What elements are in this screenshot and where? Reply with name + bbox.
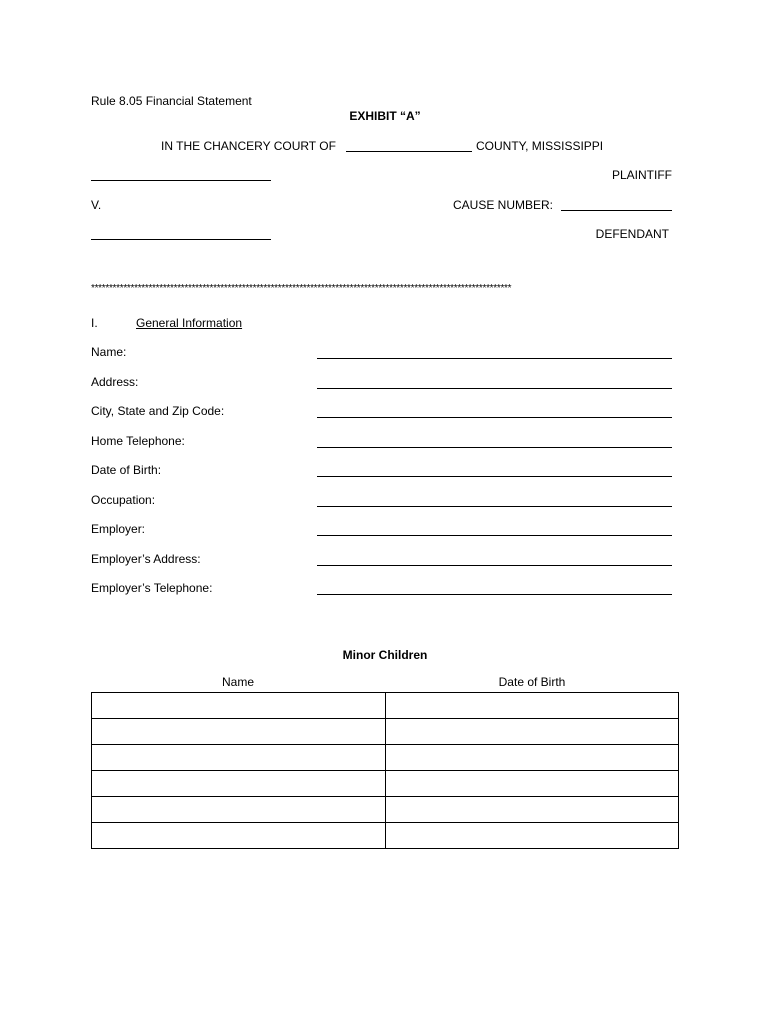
court-prefix: IN THE CHANCERY COURT OF <box>161 139 336 153</box>
child-name-cell[interactable] <box>92 823 386 849</box>
child-name-cell[interactable] <box>92 797 386 823</box>
table-row <box>92 745 679 771</box>
column-header-date-of-birth: Date of Birth <box>498 675 566 689</box>
court-suffix: COUNTY, MISSISSIPPI <box>476 139 604 153</box>
child-name-cell[interactable] <box>92 693 386 719</box>
field-label: Name: <box>91 345 127 359</box>
table-row <box>92 771 679 797</box>
defendant-label: DEFENDANT <box>595 227 669 241</box>
versus-label: V. <box>91 198 102 212</box>
table-row <box>92 797 679 823</box>
field-label: Occupation: <box>91 493 156 507</box>
section-title: General Information <box>136 316 243 330</box>
child-dob-cell[interactable] <box>385 719 679 745</box>
cause-number-blank[interactable] <box>561 210 672 211</box>
field-row-employer-telephone <box>91 581 672 597</box>
field-row-occupation <box>91 493 672 509</box>
rule-title: Rule 8.05 Financial Statement <box>91 94 252 108</box>
field-label: City, State and Zip Code: <box>91 404 225 418</box>
child-name-cell[interactable] <box>92 771 386 797</box>
exhibit-title: EXHIBIT “A” <box>349 109 421 123</box>
field-row-address <box>91 375 672 391</box>
employer-telephone-field[interactable] <box>317 594 672 595</box>
child-name-cell[interactable] <box>92 745 386 771</box>
field-label: Employer: <box>91 522 146 536</box>
table-row <box>92 823 679 849</box>
table-row <box>92 719 679 745</box>
defendant-name-blank[interactable] <box>91 239 271 240</box>
asterisk-separator: ********************************************************************************************************************* <box>91 283 512 294</box>
plaintiff-name-blank[interactable] <box>91 180 271 181</box>
employer-field[interactable] <box>317 535 672 536</box>
county-blank[interactable] <box>346 151 472 152</box>
plaintiff-label: PLAINTIFF <box>611 168 672 182</box>
field-row-date-of-birth <box>91 463 672 479</box>
child-dob-cell[interactable] <box>385 823 679 849</box>
column-header-name: Name <box>221 675 254 689</box>
field-label: Date of Birth: <box>91 463 162 477</box>
child-dob-cell[interactable] <box>385 771 679 797</box>
home-telephone-field[interactable] <box>317 447 672 448</box>
cause-number-label: CAUSE NUMBER: <box>453 198 554 212</box>
field-row-home-telephone <box>91 434 672 450</box>
field-label: Employer’s Address: <box>91 552 201 566</box>
field-row-city-state-zip <box>91 404 672 420</box>
field-row-employer-address <box>91 552 672 568</box>
field-row-employer <box>91 522 672 538</box>
minor-children-table <box>91 692 679 849</box>
child-dob-cell[interactable] <box>385 797 679 823</box>
field-label: Home Telephone: <box>91 434 185 448</box>
section-number: I. <box>91 316 98 330</box>
date-of-birth-field[interactable] <box>317 476 672 477</box>
field-label: Address: <box>91 375 139 389</box>
minor-children-title: Minor Children <box>342 648 428 662</box>
address-field[interactable] <box>317 388 672 389</box>
occupation-field[interactable] <box>317 506 672 507</box>
field-row-name <box>91 345 672 361</box>
city-state-zip-field[interactable] <box>317 417 672 418</box>
name-field[interactable] <box>317 358 672 359</box>
table-row <box>92 693 679 719</box>
child-name-cell[interactable] <box>92 719 386 745</box>
child-dob-cell[interactable] <box>385 745 679 771</box>
employer-address-field[interactable] <box>317 565 672 566</box>
child-dob-cell[interactable] <box>385 693 679 719</box>
field-label: Employer’s Telephone: <box>91 581 213 595</box>
